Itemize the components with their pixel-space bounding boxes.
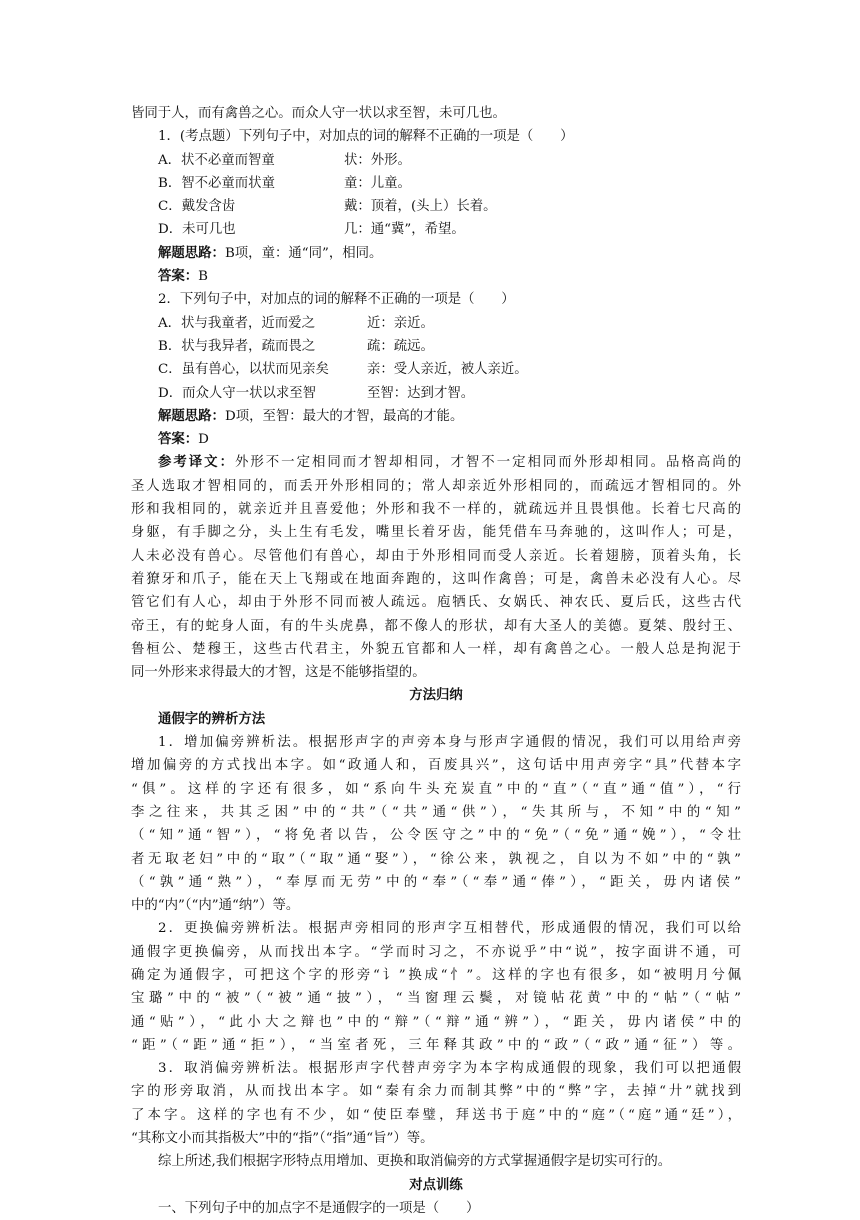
method-p3-line: “其称文小而其指极大”中的“指”（“指”通“旨”）等。 — [131, 1131, 434, 1147]
q1-option-c: C．戴发含齿 戴：顶着，(头上）长着。 — [158, 199, 497, 215]
method-p1-line: 1．增加偏旁辨析法。根据形声字的声旁本身与形声字通假的情况，我们可以用给声旁 — [158, 735, 741, 751]
method-p2-line: 通假字更换偏旁，从而找出本字。“学而时习之，不亦说乎”中“说”，按字面讲不通，可 — [131, 944, 741, 960]
method-p2-line: 确定为通假字，可把这个字的形旁“讠”换成“忄”。这样的字也有很多，如“被明月兮佩 — [131, 967, 741, 983]
translation-line: 管它们有人心，却由于外形不同而被人疏远。庖牺氏、女娲氏、神农氏、夏后氏，这些古代 — [131, 595, 741, 611]
method-p2-line: 宝璐”中的“被”（“被”通“披”），“当窗理云鬓，对镜帖花黄”中的“帖”（“帖” — [131, 991, 741, 1007]
method-p1-line: 中的“内”（“内”通“纳”）等。 — [131, 898, 300, 914]
translation-line: 人未必没有兽心。尽管他们有兽心，却由于外形相同而受人亲近。长着翅膀，顶着头角，长 — [131, 548, 741, 564]
method-p1-line: 增加偏旁的方式找出本字。如“政通人和，百废具兴”，这句话中用声旁字“具”代替本字 — [131, 758, 741, 774]
section-heading-practice: 对点训练 — [409, 1176, 463, 1193]
q2-analysis: 解题思路：D项，至智：最大的才智，最高的才能。 — [158, 407, 464, 424]
method-p2-line: 通“贴”），“此小大之辩也”中的“辩”（“辩”通“辨”），“距关，毋内诸侯”中的 — [131, 1014, 741, 1030]
summary-line: 综上所述,我们根据字形特点用增加、更换和取消偏旁的方式掌握通假字是切实可行的。 — [158, 1154, 672, 1170]
q1-analysis: 解题思路：B项，童：通“同”，相同。 — [158, 244, 383, 261]
intro-line: 皆同于人，而有禽兽之心。而众人守一状以求至智，未可几也。 — [131, 106, 506, 121]
q1-stem: 1．(考点题）下列句子中，对加点的词的解释不正确的一项是（ ） — [158, 129, 574, 145]
q1-option-a: A．状不必童而智童 状：外形。 — [158, 152, 411, 168]
translation-line: 圣人选取才智相同的，而丢开外形相同的；常人却亲近外形相同的，而疏远才智相同的。外 — [131, 478, 741, 494]
q2-option-a: A．状与我童者，近而爱之 近：亲近。 — [158, 315, 434, 331]
translation-line: 同一外形来求得最大的才智，这是不能够指望的。 — [131, 665, 426, 681]
method-p1-line: （“知”通“智”），“将免者以告，公令医守之”中的“免”（“免”通“娩”），“令壮 — [131, 828, 741, 844]
section-heading-method: 方法归纳 — [409, 687, 463, 704]
method-p3-line: 字的形旁取消，从而找出本字。如“秦有余力而制其弊”中的“弊”字，去掉“廾”就找到 — [131, 1084, 741, 1100]
practice-question-1: 一、下列句子中的加点字不是通假字的一项是（ ） — [158, 1200, 480, 1216]
method-p2-line: “距”（“距”通“拒”），“当室者死，三年释其政”中的“政”（“政”通“征”）等。 — [131, 1037, 741, 1053]
q2-option-c: C．虽有兽心，以状而见亲矣 亲：受人亲近，被人亲近。 — [158, 362, 528, 378]
method-p2-line: 2．更换偏旁辨析法。根据声旁相同的形声字互相替代，形成通假的情况，我们可以给 — [158, 921, 741, 937]
translation-line: 身躯，有手脚之分，头上生有毛发，嘴里长着牙齿，能凭借车马奔驰的，这叫作人；可是， — [131, 525, 741, 541]
method-p1-line: “俱”。这样的字还有很多，如“系向牛头充炭直”中的“直”（“直”通“值”），“行 — [131, 781, 741, 797]
method-p1-line: （“孰”通“熟”），“奉厚而无劳”中的“奉”（“奉”通“俸”），“距关，毋内诸侯” — [131, 874, 741, 890]
translation-line: 帝王，有的蛇身人面，有的牛头虎鼻，都不像人的形状，却有大圣人的美德。夏桀、殷纣王、 — [131, 618, 741, 634]
document-page — [131, 102, 741, 1220]
q2-stem: 2．下列句子中，对加点的词的解释不正确的一项是（ ） — [158, 292, 515, 308]
q2-answer: 答案：D — [158, 431, 209, 448]
method-p3-line: 了本字。这样的字也有不少，如“使臣奉璧，拜送书于庭”中的“庭”（“庭”通“廷”）， — [131, 1107, 741, 1123]
method-p3-line: 3．取消偏旁辨析法。根据形声字代替声旁字为本字构成通假的现象，我们可以把通假 — [158, 1061, 741, 1077]
method-p1-line: 李之往来，共其乏困”中的“共”（“共”通“供”），“失其所与，不知”中的“知” — [131, 804, 741, 820]
translation-line: 参考译文：外形不一定相同而才智却相同，才智不一定相同而外形却相同。品格高尚的 — [158, 454, 741, 471]
translation-line: 着獠牙和爪子，能在天上飞翔或在地面奔跑的，这叫作禽兽；可是，禽兽未必没有人心。尽 — [131, 571, 741, 587]
q2-option-d: D．而众人守一状以求至智 至智：达到才智。 — [158, 385, 475, 401]
translation-line: 鲁桓公、楚穆王，这些古代君主，外貌五官都和人一样，却有禽兽之心。一般人总是拘泥于 — [131, 641, 741, 657]
q1-option-d: D．未可几也 几：通“冀”，希望。 — [158, 222, 465, 238]
q1-answer: 答案：B — [158, 268, 209, 285]
q1-option-b: B．智不必童而状童 童：儿童。 — [158, 175, 411, 191]
method-title: 通假字的辨析方法 — [158, 710, 266, 727]
translation-line: 形和我相同的，就亲近并且喜爱他；外形和我不一样的，就疏远并且畏惧他。长着七尺高的 — [131, 502, 741, 518]
q2-option-b: B．状与我异者，疏而畏之 疏：疏远。 — [158, 338, 434, 354]
method-p1-line: 者无取老妇”中的“取”（“取”通“娶”），“徐公来，孰视之，自以为不如”中的“孰” — [131, 851, 741, 867]
